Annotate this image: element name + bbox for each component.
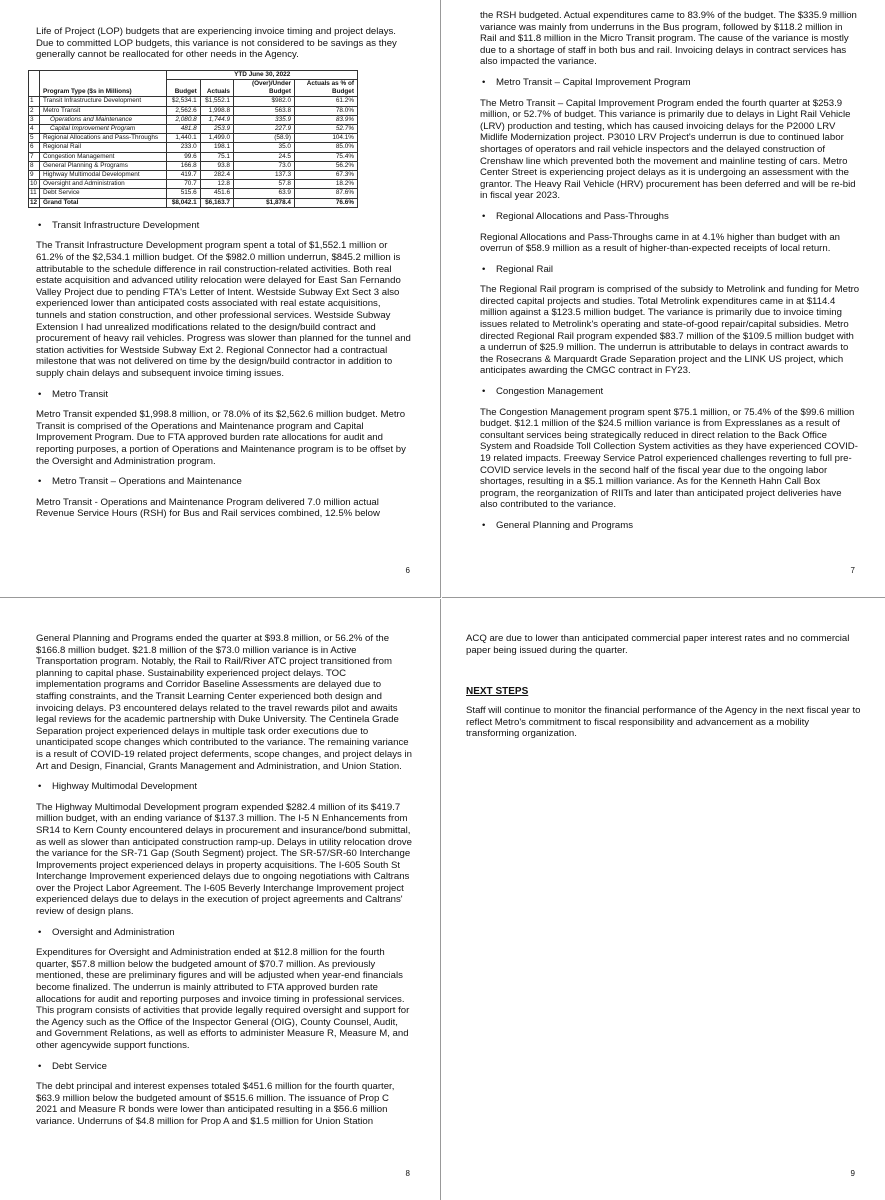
- table-row: [29, 152, 358, 161]
- paragraph: The Highway Multimodal Development program expended $282.4 million of its $419.7 million budget, with an ending variance of $137.3 million. The I-5 N Enhancements from SR14 to Kern County encountered delays in procurement and insurance/bond submittal, as well as slower than anticipated construction ramp-up. Delays in utility relocation drove the variance for the SR-71 Gap (South Segment) project. The SR-57/SR-60 Interchange Improvements project experienced delays in property acquisitions. The I-605 South St Interchange Improvement experienced delays due to ongoing negotiations with Caltrans over the Project Labor Agreement. The I-605 Beverly Interchange Improvement project experienced delays due to delays in the execution of project agreements and Caltrans' review of design plans.: [36, 801, 412, 918]
- cell-actuals: 75.1: [200, 152, 233, 161]
- cell-actuals: 12.8: [200, 180, 233, 189]
- row-label: Debt Service: [40, 189, 167, 198]
- paragraph: Life of Project (LOP) budgets that are experiencing invoice timing and project delays. Due to committed LOP budgets, this variance is not considered to be savings as they generally cannot be reallocated for other needs in the Agency.: [36, 26, 397, 61]
- paragraph: Expenditures for Oversight and Administration ended at $12.8 million for the fourth quarter, $57.8 million below the budgeted amount of $70.7 million. As previously mentioned, these are preliminary figures and will be adjusted when year-end financials become finalized. The underrun is mainly attributed to FTA approved burden rate allocations for audit and reporting purposes and invoice timing in professional services. This program consists of activities that provide legally required oversight and support for the Agency such as the Office of the Inspector General (OIG), County Counsel, Audit, and Government Relations, as well as efforts to administer Measure R, Measure M, and other agencywide support functions.: [36, 947, 410, 1051]
- col-budget: Budget: [167, 79, 200, 96]
- page-number: 8: [405, 1169, 410, 1178]
- table-row: [29, 171, 358, 180]
- bullet: • Oversight and Administration: [38, 926, 175, 938]
- cell-budget: 1,440.1: [167, 134, 200, 143]
- page-9: [442, 599, 885, 1200]
- page-6: [0, 0, 441, 598]
- page-8: [0, 599, 441, 1200]
- cell-over-under: 63.9: [234, 189, 295, 198]
- ytd-budget-table: [28, 70, 358, 208]
- cell-over-under: (58.9): [234, 134, 295, 143]
- table-row: [29, 97, 358, 106]
- cell-pct: 52.7%: [295, 125, 358, 134]
- paragraph: The Congestion Management program spent $75.1 million, or 75.4% of the $99.6 million budget. $12.1 million of the $24.5 million variance is from Expresslanes as a result of consultant services being strategically reduced in direct relation to the Back Office System and Roadside Toll Collection System activities as they have experienced COVID-19 related impacts. Freeway Service Patrol experienced challenges reverting to full pre-COVID service levels in the second half of the fiscal year due to the ongoing labor shortages, resulting in a $5.1 million variance. As for the Kenneth Hahn Call Box program, the reorganization of RIITs and later than anticipated project deliveries have also contributed to the variance.: [480, 406, 858, 511]
- cell-over-under: 73.0: [234, 161, 295, 170]
- cell-over-under: 227.9: [234, 125, 295, 134]
- paragraph: General Planning and Programs ended the quarter at $93.8 million, or 56.2% of the $166.8 million budget. $21.8 million of the $73.0 million variance is in Active Transportation program. Notably, the Rail to Rail/River ATC project transitioned from planning to capital phase. Sustainability experienced project delays. TOC implementation programs and Corridor Baseline Assessments are delayed due to staffing constraints, and the Transit Learning Center experienced both design and invoicing delays. P3 encountered delays related to the travel rewards pilot and awaits legal reviews for the academic partnership with Duke University. The Centinela Grade Separation project experienced delays in multiple task order executions due to unanticipated scope changes which contributed to the variance. The remaining variance is a result of COVID-19 related project deferments, scope changes, and project delays in Art and Design, Financial, Grants Management and Administration, and Union Station.: [36, 633, 412, 772]
- paragraph: The Regional Rail program is comprised of the subsidy to Metrolink and funding for Metro directed capital projects and studies. Total Metrolink expenditures came in at $114.4 million against a $123.5 million budget. The variance is primarily due to invoice timing issues related to Metrolink's operating and state-of-good repair/capital subsidies. Metro directed Regional Rail program expended $83.7 million of the $109.5 million budget with a underrun of $25.9 million. The underrun is attributable to delays in contract awards to the Rosecrans & Marquardt Grade Separation project and the LINK US project, which anticipates awarding the CMGC contract in FY23.: [480, 284, 860, 377]
- cell-pct: 104.1%: [295, 134, 358, 143]
- cell-budget: $8,042.1: [167, 198, 200, 207]
- paragraph: The Metro Transit – Capital Improvement Program ended the fourth quarter at $253.9 million, or 52.7% of budget. This variance is primarily due to delays in Light Rail Vehicle (LRV) production and testing, which has caused invoicing delays for the P2000 LRV Midlife Modernization project. P3010 LRV Project's underrun is due to continued labor shortages of operators and rail vehicle inspectors and the delayed construction of Crenshaw line which prevented both the movement and mainline testing of cars. Metro Center Street is experiencing project delays as it is undergoing an assessment with the grantor. The Heavy Rail Vehicle (HRV) procurement has been deferred and will be re-bid in fiscal year 2023.: [480, 97, 856, 202]
- row-label: Operations and Maintenance: [40, 115, 167, 124]
- cell-over-under: 335.9: [234, 115, 295, 124]
- cell-budget: 481.8: [167, 125, 200, 134]
- paragraph: Metro Transit - Operations and Maintenance Program delivered 7.0 million actual Revenue Service Hours (RSH) for Bus and Rail services combined, 12.5% below: [36, 496, 380, 520]
- cell-budget: $2,534.1: [167, 97, 200, 106]
- paragraph: The debt principal and interest expenses totaled $451.6 million for the fourth quarter, $63.9 million below the budgeted amount of $515.6 million. The issuance of Prop C 2021 and Measure R bonds were lower than anticipated resulting in a $56.6 million variance. Underruns of $4.8 million for Prop A and $1.5 million for Union Station: [36, 1081, 395, 1127]
- bullet: • Metro Transit: [38, 388, 108, 400]
- cell-actuals: $6,163.7: [200, 198, 233, 207]
- row-label: Highway Multimodal Development: [40, 171, 167, 180]
- table-row: [29, 134, 358, 143]
- cell-actuals: 198.1: [200, 143, 233, 152]
- row-number: 3: [29, 115, 40, 124]
- row-label: Transit Infrastructure Development: [40, 97, 167, 106]
- row-label: Regional Allocations and Pass-Throughs: [40, 134, 167, 143]
- section-heading: NEXT STEPS: [466, 686, 529, 698]
- cell-actuals: $1,552.1: [200, 97, 233, 106]
- row-number: 7: [29, 152, 40, 161]
- row-number: 9: [29, 171, 40, 180]
- cell-pct: 87.6%: [295, 189, 358, 198]
- cell-pct: 78.0%: [295, 106, 358, 115]
- row-number: 6: [29, 143, 40, 152]
- row-label: Regional Rail: [40, 143, 167, 152]
- bullet: • Debt Service: [38, 1060, 107, 1072]
- page-number: 7: [850, 566, 855, 575]
- col-pct: Actuals as % of Budget: [295, 79, 358, 96]
- cell-budget: 2,080.8: [167, 115, 200, 124]
- row-number: 4: [29, 125, 40, 134]
- cell-over-under: 137.3: [234, 171, 295, 180]
- bullet: • Highway Multimodal Development: [38, 781, 198, 793]
- row-label: Grand Total: [40, 198, 167, 207]
- table-row: [29, 106, 358, 115]
- cell-pct: 83.9%: [295, 115, 358, 124]
- table-row: [29, 125, 358, 134]
- page-7: [442, 0, 885, 598]
- cell-pct: 75.4%: [295, 152, 358, 161]
- row-label: Metro Transit: [40, 106, 167, 115]
- table-row: [29, 143, 358, 152]
- table-row: [29, 189, 358, 198]
- cell-pct: 61.2%: [295, 97, 358, 106]
- col-over-under: (Over)/Under Budget: [234, 79, 295, 96]
- cell-pct: 76.6%: [295, 198, 358, 207]
- bullet: • Regional Rail: [482, 263, 554, 275]
- row-label: Capital Improvement Program: [40, 125, 167, 134]
- paragraph: the RSH budgeted. Actual expenditures came to 83.9% of the budget. The $335.9 million variance was mainly from underruns in the Bus program, followed by $118.2 million in Rail and $11.8 million in the Micro Transit program. The cause of the variance is mostly due to a shortage of staff in both bus and rail. Invoicing delays in contract services has also impacted the variance.: [480, 10, 857, 68]
- row-number: 8: [29, 161, 40, 170]
- bullet: • Congestion Management: [482, 386, 604, 398]
- cell-over-under: 563.8: [234, 106, 295, 115]
- cell-actuals: 1,499.0: [200, 134, 233, 143]
- paragraph: Regional Allocations and Pass-Throughs came in at 4.1% higher than budget with an overrun of $58.9 million as a result of higher-than-expected receipts of local return.: [480, 231, 840, 255]
- col-actuals: Actuals: [200, 79, 233, 96]
- page-number: 6: [405, 566, 410, 575]
- cell-pct: 18.2%: [295, 180, 358, 189]
- table-total-row: [29, 198, 358, 207]
- paragraph: Metro Transit expended $1,998.8 million, or 78.0% of its $2,562.6 million budget. Metro Transit is comprised of the Operations and Maintenance program and Capital Improvement Program. Due to FTA approved burden rate allocations for audit and reporting purposes, a portion of Operations and Maintenance program is to be offset by the Oversight and Administration program.: [36, 409, 406, 467]
- row-number: 10: [29, 180, 40, 189]
- cell-budget: 233.0: [167, 143, 200, 152]
- cell-over-under: $982.0: [234, 97, 295, 106]
- cell-over-under: 24.5: [234, 152, 295, 161]
- row-number: 12: [29, 198, 40, 207]
- cell-budget: 70.7: [167, 180, 200, 189]
- bullet: • Transit Infrastructure Development: [38, 219, 200, 231]
- paragraph: Staff will continue to monitor the financial performance of the Agency in the next fiscal year to reflect Metro's commitment to fiscal responsibility and advancement as a mobility transforming organization.: [466, 705, 861, 740]
- cell-actuals: 282.4: [200, 171, 233, 180]
- cell-budget: 515.6: [167, 189, 200, 198]
- bullet: • General Planning and Programs: [482, 519, 634, 531]
- ytd-header: YTD June 30, 2022: [167, 70, 358, 79]
- table-row: [29, 180, 358, 189]
- row-label: Congestion Management: [40, 152, 167, 161]
- cell-budget: 419.7: [167, 171, 200, 180]
- cell-actuals: 93.8: [200, 161, 233, 170]
- cell-budget: 166.8: [167, 161, 200, 170]
- row-number: 2: [29, 106, 40, 115]
- bullet: • Metro Transit – Capital Improvement Program: [482, 76, 691, 88]
- row-label: Oversight and Administration: [40, 180, 167, 189]
- cell-pct: 56.2%: [295, 161, 358, 170]
- bullet: • Metro Transit – Operations and Maintenance: [38, 476, 242, 488]
- row-number: 11: [29, 189, 40, 198]
- cell-over-under: 35.0: [234, 143, 295, 152]
- paragraph: ACQ are due to lower than anticipated commercial paper interest rates and no commercial paper being issued during the quarter.: [466, 633, 850, 656]
- cell-budget: 99.6: [167, 152, 200, 161]
- table-row: [29, 161, 358, 170]
- paragraph: The Transit Infrastructure Development program spent a total of $1,552.1 million or 61.2% of the $2,534.1 million budget. Of the $982.0 million underrun, $845.2 million is attributable to the schedule difference in rail construction-related activities. Both real estate acquisition and advanced utility relocation were delayed for East San Fernando Valley Project due to pending FTA's Letter of Intent. Westside Subway Ext Sect 3 also experienced lower than anticipated costs associated with real estate acquisitions, tunnels and station construction, and other professional services. Westside Subway Extension I had unrealized modifications related to the design/build contract and procurement of heavy rail vehicles. Progress was slower than planned for the tunnel and station activities for Westside Subway Ext 2. Regional Connector had a contractual milestone that was not delivered on time by the design/build contractor in addition to supply chain delays and subsequent invoice timing issues.: [36, 240, 411, 379]
- page-number: 9: [850, 1169, 855, 1178]
- cell-actuals: 253.9: [200, 125, 233, 134]
- cell-budget: 2,562.6: [167, 106, 200, 115]
- cell-pct: 67.3%: [295, 171, 358, 180]
- row-number: 5: [29, 134, 40, 143]
- cell-actuals: 1,744.9: [200, 115, 233, 124]
- cell-actuals: 1,998.8: [200, 106, 233, 115]
- row-number: 1: [29, 97, 40, 106]
- cell-over-under: $1,878.4: [234, 198, 295, 207]
- col-program: Program Type ($s in Millions): [40, 79, 167, 96]
- table-row: [29, 115, 358, 124]
- bullet: • Regional Allocations and Pass-Throughs: [482, 210, 669, 222]
- cell-over-under: 57.8: [234, 180, 295, 189]
- row-label: General Planning & Programs: [40, 161, 167, 170]
- cell-actuals: 451.6: [200, 189, 233, 198]
- cell-pct: 85.0%: [295, 143, 358, 152]
